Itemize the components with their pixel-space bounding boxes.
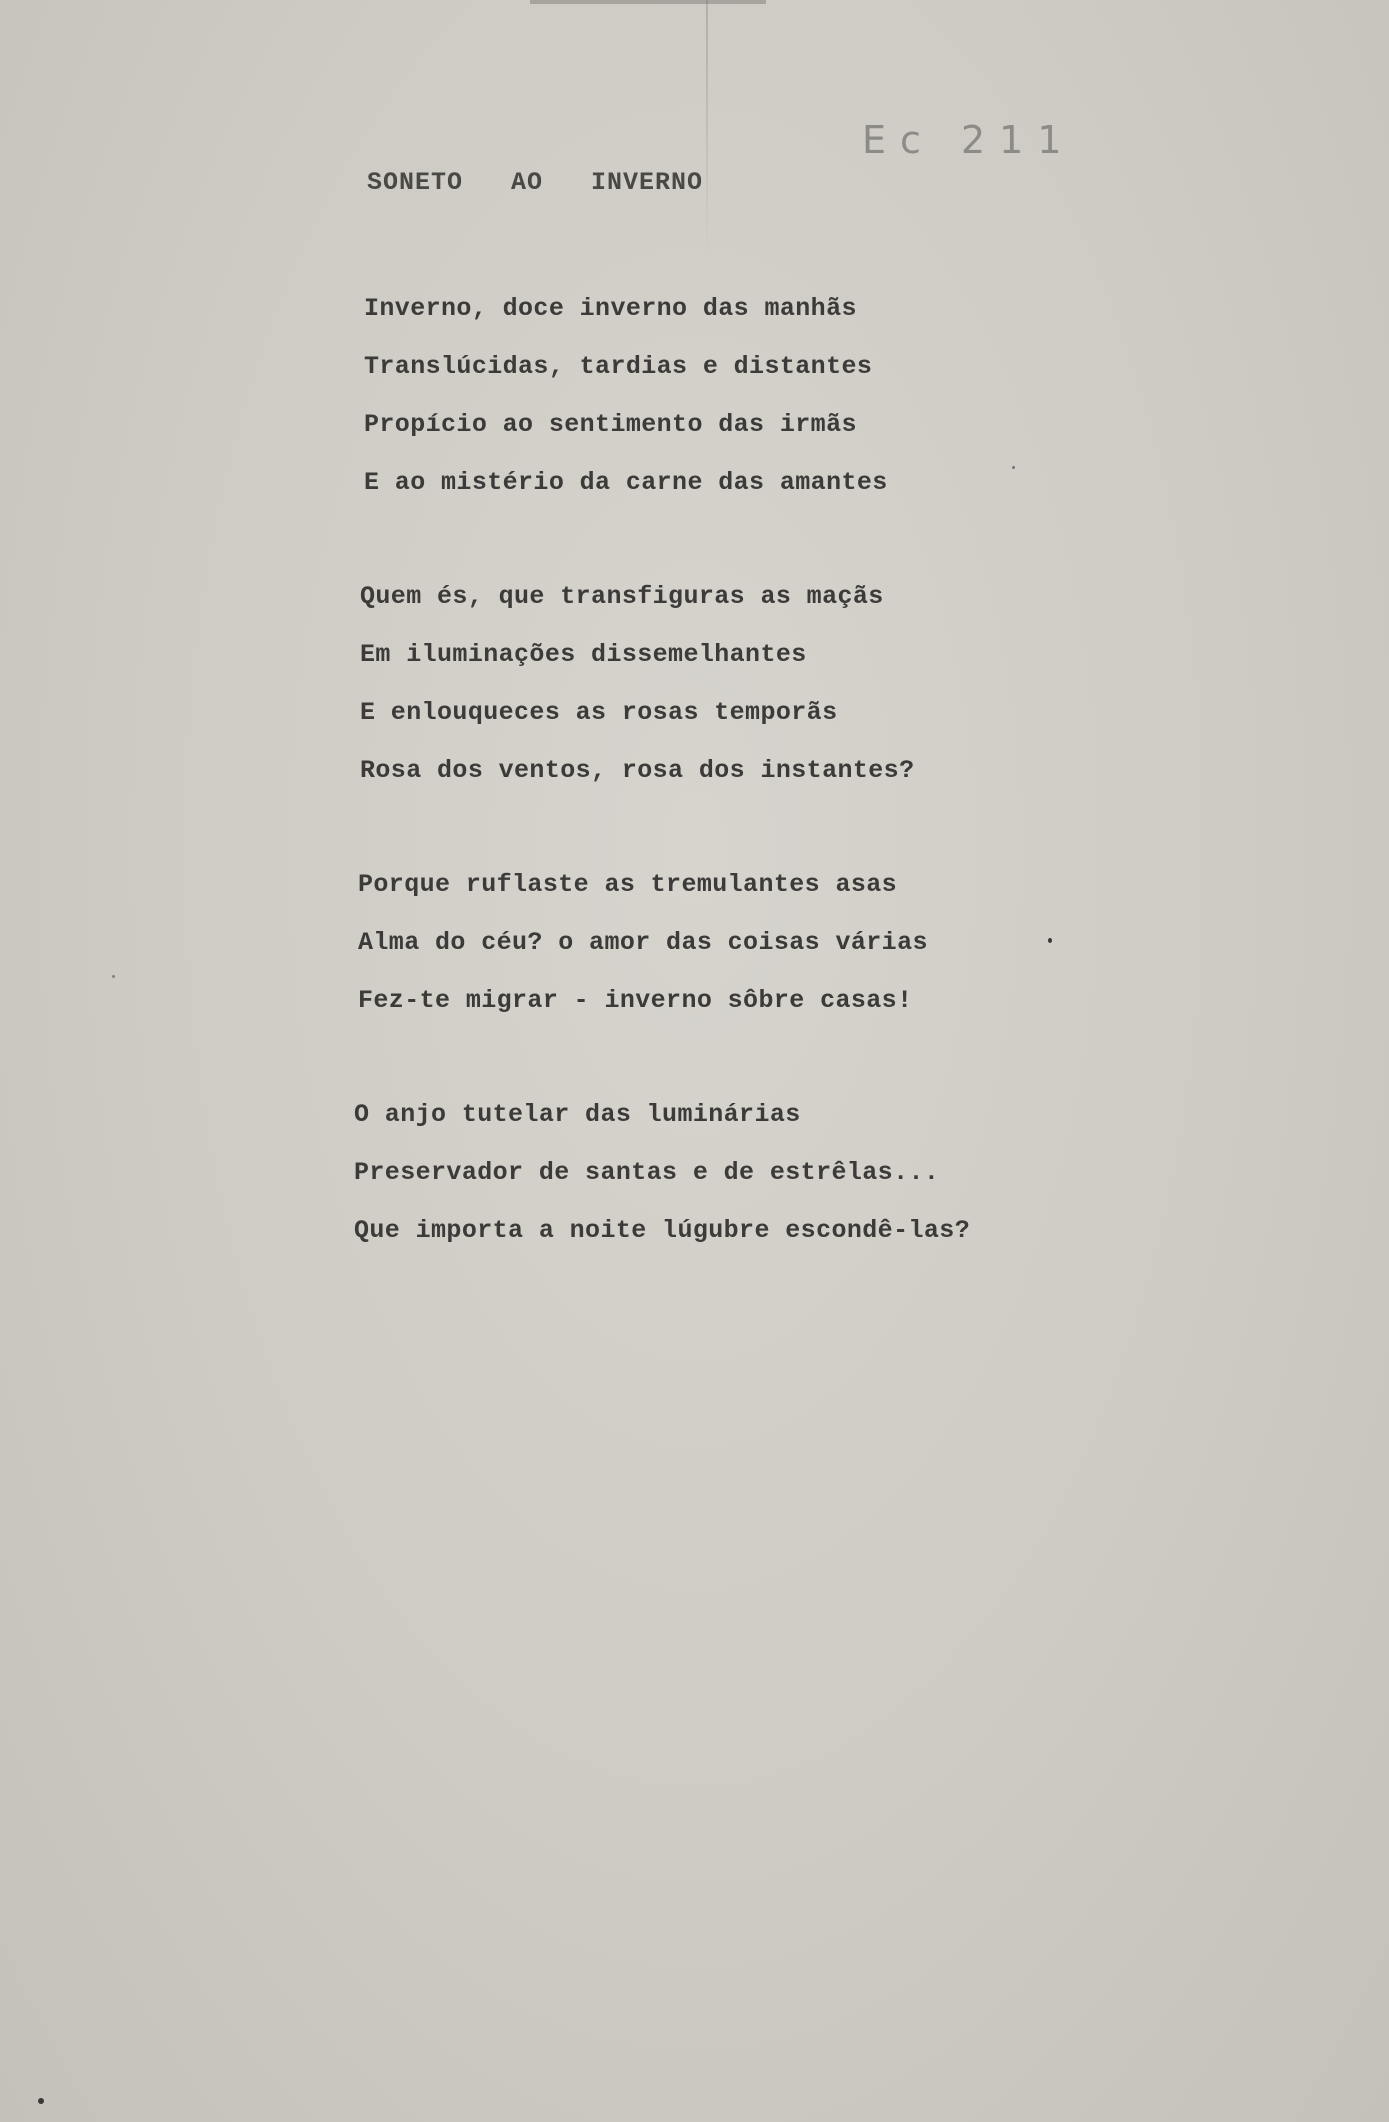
handwritten-archive-code: Ec 211 [862, 118, 1076, 162]
ink-speck [112, 975, 115, 978]
ink-speck [38, 2098, 44, 2104]
stanza [364, 280, 1078, 512]
poem-line: Quem és, que transfiguras as maçãs [360, 582, 884, 611]
stanza [354, 1086, 1078, 1260]
poem-line: Propício ao sentimento das irmãs [364, 410, 857, 439]
poem-line: E enlouqueces as rosas temporãs [360, 698, 838, 727]
poem-line: Inverno, doce inverno das manhãs [364, 294, 857, 323]
poem-line: Em iluminações dissemelhantes [360, 640, 807, 669]
poem-line: Fez-te migrar - inverno sôbre casas! [358, 986, 913, 1015]
poem-line: Preservador de santas e de estrêlas... [354, 1158, 940, 1187]
poem-line: O anjo tutelar das luminárias [354, 1100, 801, 1129]
poem-line: Rosa dos ventos, rosa dos instantes? [360, 756, 915, 785]
stanza [358, 856, 1078, 1030]
poem-line: Translúcidas, tardias e distantes [364, 352, 873, 381]
poem-line: E ao mistério da carne das amantes [364, 468, 888, 497]
poem-line: Porque ruflaste as tremulantes asas [358, 870, 898, 899]
stanza [360, 568, 1078, 800]
poem-line: Que importa a noite lúgubre escondê-las? [354, 1216, 971, 1245]
poem-line: Alma do céu? o amor das coisas várias [358, 928, 928, 957]
top-edge-mark [530, 0, 766, 4]
poem [354, 158, 1078, 1260]
poem-title: SONETO AO INVERNO [367, 168, 704, 197]
